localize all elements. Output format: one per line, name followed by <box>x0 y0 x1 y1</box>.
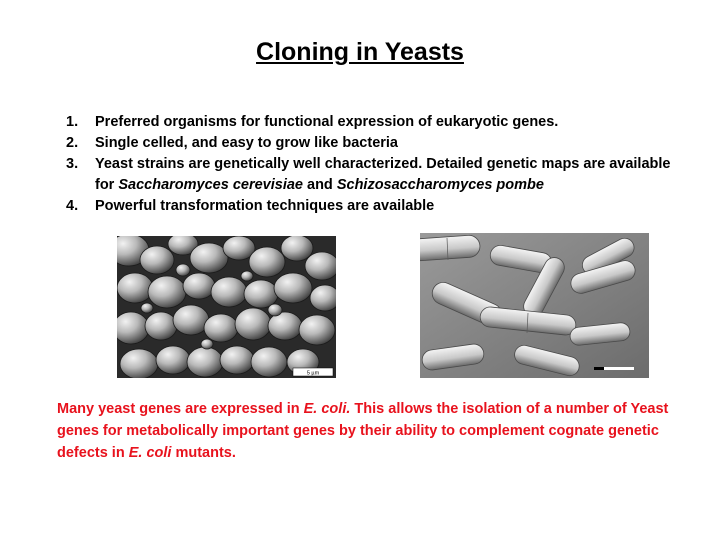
list-text: Single celled, and easy to grow like bacteria <box>95 135 398 151</box>
list-number: 4. <box>66 198 79 214</box>
fission-yeast-micrograph <box>420 233 649 378</box>
organism-name: E. coli. <box>303 401 351 417</box>
species-name: Schizosaccharomyces pombe <box>336 177 544 193</box>
note-text: This allows the isolation of a number of Yeast genes for metabolically important genes by their ability to complement cognate genetic defects in <box>57 401 669 461</box>
highlight-note <box>57 398 682 464</box>
scale-bar-label: 5 µm <box>306 370 320 377</box>
note-text: mutants. <box>171 445 236 461</box>
note-text: Many yeast genes are expressed in <box>57 401 304 417</box>
list-text: Preferred organisms for functional expression of eukaryotic genes. <box>95 114 559 130</box>
list-item <box>66 154 676 196</box>
list-text: Yeast strains are genetically well characterized. Detailed genetic maps are available for <box>95 156 671 193</box>
list-text: and <box>302 177 337 193</box>
list-item <box>66 196 676 217</box>
list-item <box>66 133 676 154</box>
species-name: Saccharomyces cerevisiae <box>118 177 303 193</box>
list-item <box>66 112 676 133</box>
list-number: 1. <box>66 114 79 130</box>
budding-yeast-micrograph <box>117 236 336 378</box>
bullet-list <box>66 112 676 217</box>
slide-title: Cloning in Yeasts <box>256 38 464 66</box>
list-text: Powerful transformation techniques are available <box>95 198 435 214</box>
list-number: 2. <box>66 135 79 151</box>
list-number: 3. <box>66 156 79 172</box>
organism-name: E. coli <box>128 445 172 461</box>
